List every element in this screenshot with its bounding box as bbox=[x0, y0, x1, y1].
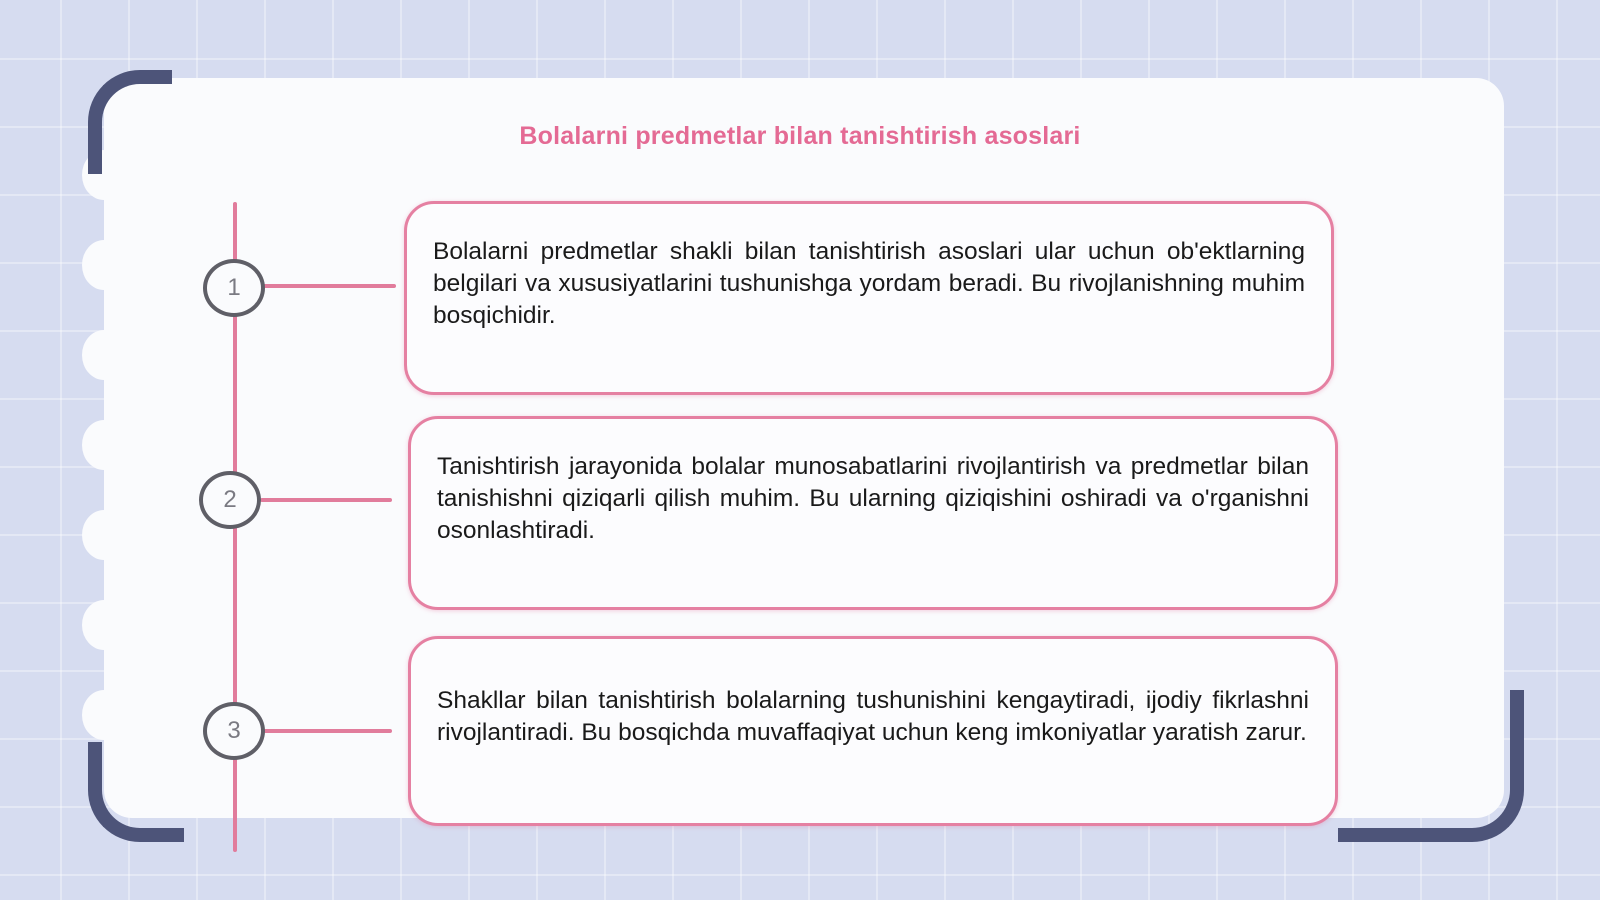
scallop-edge bbox=[82, 420, 126, 470]
step-card bbox=[408, 636, 1338, 826]
timeline-connector bbox=[262, 729, 392, 733]
timeline-connector bbox=[262, 284, 396, 288]
step-number-badge bbox=[203, 702, 265, 760]
scallop-edge bbox=[82, 690, 126, 740]
step-text: Bolalarni predmetlar shakli bilan tanishtirish asoslari ular uchun ob'ektlarning belgilari va xususiyatlarini tushunishga yordam beradi. Bu rivojlanishning muhim bosqichidir. bbox=[433, 238, 1305, 329]
scallop-edge bbox=[82, 240, 126, 290]
step-number: 2 bbox=[223, 486, 237, 513]
timeline-connector bbox=[260, 498, 392, 502]
slide-title: Bolalarni predmetlar bilan tanishtirish asoslari bbox=[519, 122, 1081, 150]
step-number: 3 bbox=[227, 717, 241, 744]
step-card bbox=[408, 416, 1338, 610]
corner-bracket-bottom-right bbox=[1338, 690, 1524, 842]
step-text: Tanishtirish jarayonida bolalar munosabatlarini rivojlantirish va predmetlar bilan tanishishni qiziqarli qilish muhim. Bu ularning qiziqishini oshiradi va o'rganishni osonlashtiradi. bbox=[437, 453, 1309, 544]
scallop-edge bbox=[82, 510, 126, 560]
step-card bbox=[404, 201, 1334, 395]
step-number: 1 bbox=[227, 274, 241, 301]
scallop-edge bbox=[82, 330, 126, 380]
scallop-edge bbox=[82, 600, 126, 650]
step-number-badge bbox=[199, 471, 261, 529]
step-text: Shakllar bilan tanishtirish bolalarning tushunishini kengaytiradi, ijodiy fikrlashni rivojlantiradi. Bu bosqichda muvaffaqiyat uchun keng imkoniyatlar yaratish zarur. bbox=[437, 687, 1309, 746]
step-number-badge bbox=[203, 259, 265, 317]
corner-bracket-bottom-left bbox=[88, 742, 184, 842]
